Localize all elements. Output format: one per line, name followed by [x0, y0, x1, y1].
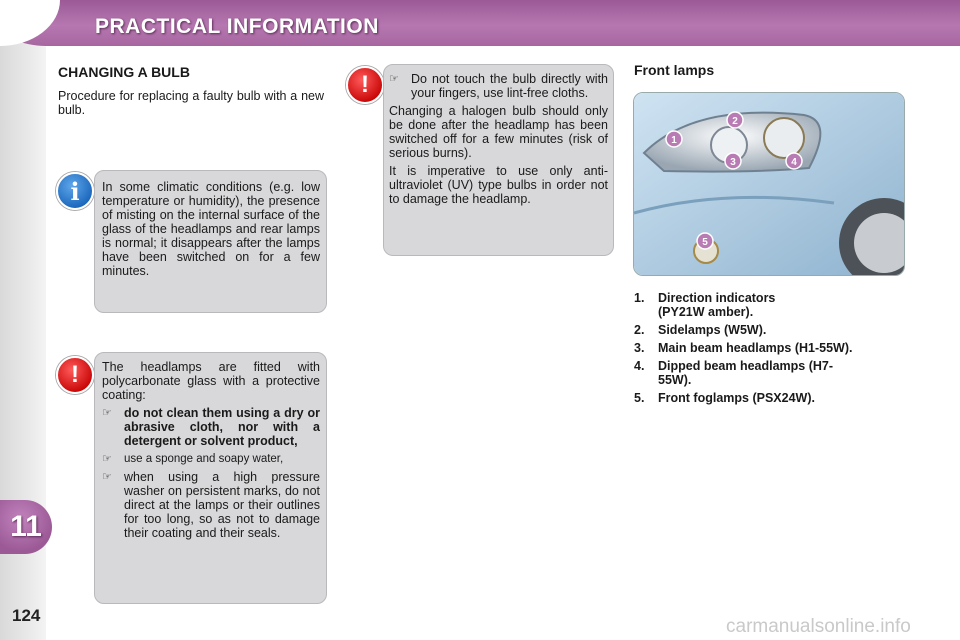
halogen-paragraph: Changing a halogen bulb should only be done after the headlamp has been switched off for a few minutes (risk of serious burns).: [389, 104, 608, 160]
legend-text: Dipped beam headlamps (H7-55W).: [658, 359, 834, 387]
info-box: [94, 170, 327, 313]
svg-text:3: 3: [730, 157, 736, 168]
bullet-item: [389, 72, 608, 100]
pointing-hand-icon: ☞: [102, 407, 112, 419]
legend-item: [634, 359, 934, 387]
warning-box-coating: [94, 352, 327, 604]
headlamp-photo: [633, 92, 905, 276]
svg-text:2: 2: [732, 116, 738, 127]
uv-paragraph: It is imperative to use only anti-ultraviolet (UV) type bulbs in order not to damage the headlamp.: [389, 164, 608, 206]
bullet-item: [102, 470, 320, 540]
page-number: 124: [12, 606, 41, 625]
front-lamps-title: Front lamps: [634, 62, 715, 78]
callout-5: [697, 233, 713, 249]
bullet-text: Do not touch the bulb directly with your fingers, use lint-free cloths.: [411, 72, 608, 100]
legend-text: Sidelamps (W5W).: [658, 323, 767, 337]
legend-number: 2.: [634, 323, 645, 337]
bullet-item: [102, 406, 320, 448]
info-text: In some climatic conditions (e.g. low temperature or humidity), the presence of misting on the internal surface of the glass of the headlamps and rear lamps is normal; it disappears after the lamps have been switched on for a few minutes.: [102, 180, 320, 278]
bulb-legend: [634, 291, 934, 409]
headlamp-illustration: [634, 93, 904, 275]
callout-4: [786, 153, 802, 169]
legend-item: [634, 391, 934, 405]
page-title: PRACTICAL INFORMATION: [95, 15, 379, 38]
info-icon: i: [56, 172, 94, 210]
svg-text:4: 4: [791, 157, 797, 168]
warning-intro: The headlamps are fitted with polycarbonate glass with a protective coating:: [102, 360, 320, 402]
pointing-hand-icon: ☞: [102, 471, 112, 483]
legend-item: [634, 323, 934, 337]
legend-number: 5.: [634, 391, 645, 405]
watermark: carmanualsonline.info: [726, 616, 911, 637]
legend-text: Main beam headlamps (H1-55W).: [658, 341, 853, 355]
pointing-hand-icon: ☞: [389, 73, 399, 85]
legend-item: [634, 291, 934, 319]
section-title: CHANGING A BULB: [58, 64, 190, 80]
svg-text:5: 5: [702, 237, 708, 248]
legend-number: 3.: [634, 341, 645, 355]
page-header: [0, 0, 960, 46]
warning-icon: !: [346, 66, 384, 104]
legend-text: Direction indicators (PY21W amber).: [658, 291, 776, 319]
legend-number: 4.: [634, 359, 645, 373]
chapter-tab: 11: [0, 500, 52, 554]
pointing-hand-icon: ☞: [102, 453, 112, 465]
bullet-text: use a sponge and soapy water,: [124, 453, 284, 465]
callout-1: [666, 131, 682, 147]
header-notch: [0, 0, 60, 46]
bullet-item: [102, 452, 320, 466]
callout-3: [725, 153, 741, 169]
bullet-text: when using a high pressure washer on persistent marks, do not direct at the lamps or their outlines for too long, so as not to damage their coating and their seals.: [124, 470, 320, 540]
callout-2: [727, 112, 743, 128]
legend-text: Front foglamps (PSX24W).: [658, 391, 815, 405]
warning-box-halogen: [383, 64, 614, 256]
bullet-text: do not clean them using a dry or abrasive cloth, nor with a detergent or solvent product,: [124, 406, 320, 448]
svg-text:1: 1: [671, 135, 677, 146]
section-intro: Procedure for replacing a faulty bulb with a new bulb.: [58, 89, 324, 117]
warning-icon: !: [56, 356, 94, 394]
legend-number: 1.: [634, 291, 645, 305]
legend-item: [634, 341, 934, 355]
